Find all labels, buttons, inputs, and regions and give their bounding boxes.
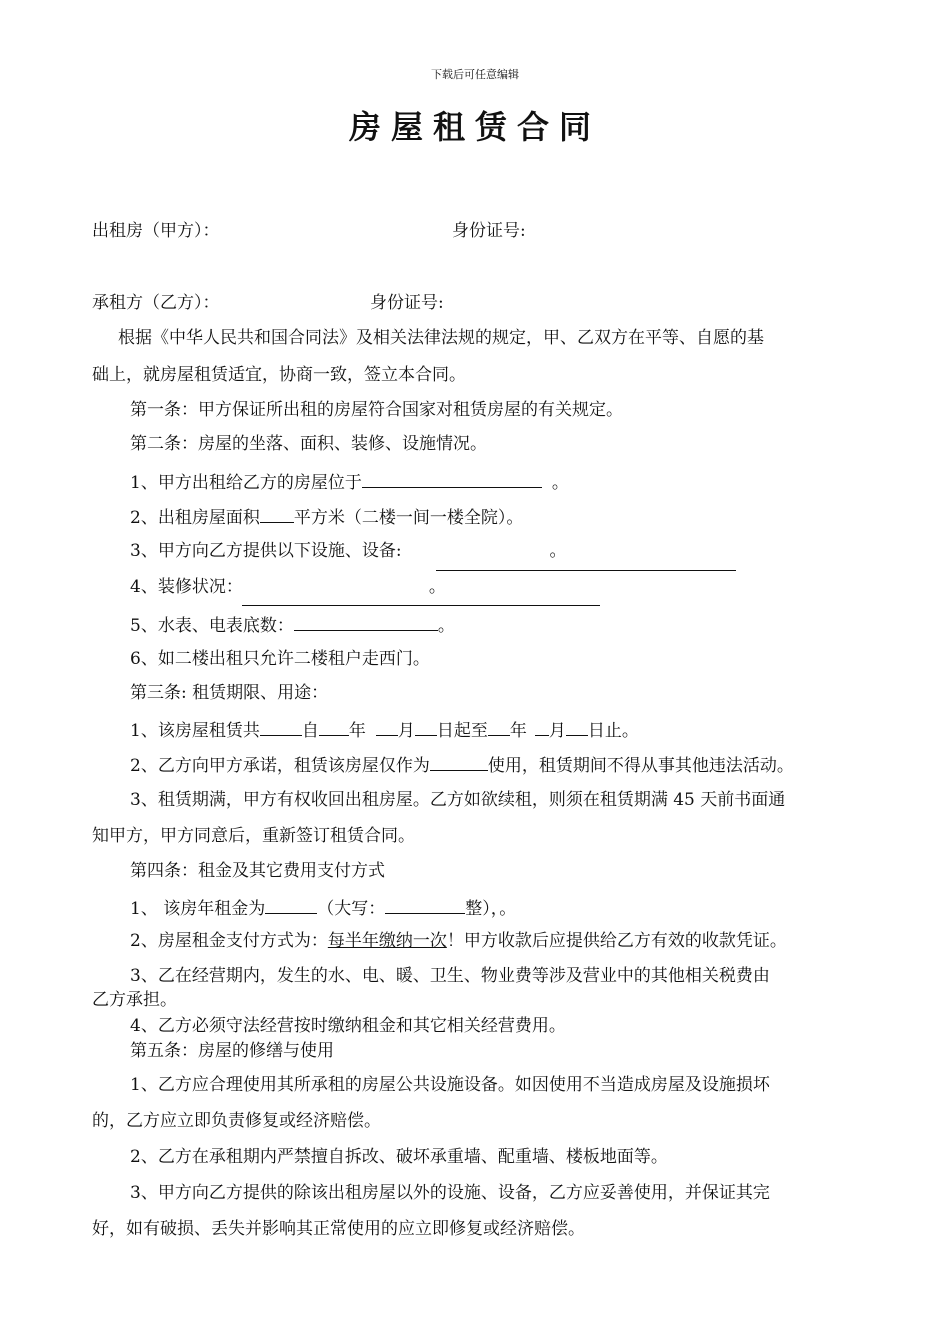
item-end: 平方米（二楼一间一楼全院）。 [293,508,524,528]
start-year-blank [319,717,349,736]
item-text: 2、乙方向甲方承诺，租赁该房屋仅作为 [130,756,430,776]
article-2-item-2 [130,504,523,529]
item-end: 整），。 [465,899,517,919]
from-text: 自 [301,721,319,741]
preamble-line-2: 础上，就房屋租赁适宜，协商一致，签立本合同。 [92,365,466,385]
item-end: 。 [549,541,567,561]
article-2-heading: 第二条：房屋的坐落、面积、装修、设施情况。 [130,434,487,454]
item-text: 1、甲方出租给乙方的房屋位于 [130,473,362,493]
term-text: 1、该房屋租赁共 [130,721,260,741]
item-end: 使用，租赁期间不得从事其他违法活动。 [487,756,794,776]
item-end: 。 [428,577,446,597]
article-4-item-4: 4、乙方必须守法经营按时缴纳租金和其它相关经营费用。 [130,1016,566,1036]
until-text: 日起至 [436,721,488,741]
article-4-item-2 [130,930,787,952]
lessor-label: 出租房（甲方）： [92,221,220,241]
article-3-item-3-line-1: 3、租赁期满，甲方有权收回出租房屋。乙方如欲续租，则须在租赁期满 45 天前书面通 [130,790,786,810]
article-1: 第一条：甲方保证所出租的房屋符合国家对租赁房屋的有关规定。 [130,400,623,420]
start-day-blank [415,717,437,736]
item-end: 。 [551,473,569,493]
article-2-item-6: 6、如二楼出租只允许二楼租户走西门。 [130,649,430,669]
decoration-blank [242,605,600,606]
preamble-line-1: 根据《中华人民共和国合同法》及相关法律法规的规定，甲、乙双方在平等、自愿的基 [118,328,764,348]
item-text: 1、 该房年租金为 [130,899,266,919]
article-4-item-3-line-1: 3、乙在经营期内，发生的水、电、暖、卫生、物业费等涉及营业中的其他相关税费由 [130,966,770,986]
article-4-item-3-line-2: 乙方承担。 [92,990,177,1010]
term-blank [260,717,302,736]
lessor-id-label: 身份证号: [452,221,526,241]
facilities-blank [436,570,736,571]
month-text-2: 月 [548,721,566,741]
article-2-item-1 [130,469,569,494]
item-text: 5、水表、电表底数： [130,616,294,636]
item-text: 2、出租房屋面积 [130,508,260,528]
article-4-heading: 第四条：租金及其它费用支付方式 [130,861,385,881]
article-4-item-1 [130,895,516,920]
start-month-blank [376,717,398,736]
article-3-item-2 [130,752,794,777]
end-year-blank [488,717,510,736]
year-text-2: 年 [509,721,527,741]
lessee-id-label: 身份证号: [370,293,444,313]
item-text: 4、装修状况： [130,577,243,597]
article-3-heading: 第三条: 租赁期限、用途： [130,683,329,703]
article-5-item-1-line-1: 1、乙方应合理使用其所承租的房屋公共设施设备。如因使用不当造成房屋及设施损坏 [130,1075,770,1095]
end-text: 日止。 [587,721,639,741]
article-5-heading: 第五条：房屋的修缮与使用 [130,1041,334,1061]
uppercase-text: （大写： [317,899,386,919]
end-day-blank [566,717,588,736]
lessee-label: 承租方（乙方）： [92,293,220,313]
article-5-item-1-line-2: 的，乙方应立即负责修复或经济赔偿。 [92,1111,381,1131]
article-3-item-1 [130,717,639,742]
item-end: ！甲方收款后应提供给乙方有效的收款凭证。 [446,931,787,951]
year-text: 年 [348,721,366,741]
article-5-item-2: 2、乙方在承租期内严禁擅自拆改、破坏承重墙、配重墙、楼板地面等。 [130,1147,668,1167]
item-end: 。 [437,616,455,636]
contract-title: 房屋租赁合同 [348,108,601,146]
article-5-item-3-line-1: 3、甲方向乙方提供的除该出租房屋以外的设施、设备，乙方应妥善使用，并保证其完 [130,1183,770,1203]
article-5-item-3-line-2: 好，如有破损、丢失并影响其正常使用的应立即修复或经济赔偿。 [92,1219,585,1239]
usage-blank [430,752,488,771]
item-text: 3、甲方向乙方提供以下设施、设备: [130,541,402,561]
rent-blank [265,895,317,914]
area-blank [260,504,294,523]
end-month-blank [535,717,549,736]
article-2-item-3 [130,540,567,562]
meter-blank [294,612,438,631]
rent-uppercase-blank [385,895,465,914]
location-blank [362,469,542,488]
article-3-item-3-line-2: 知甲方，甲方同意后，重新签订租赁合同。 [92,826,415,846]
header-note: 下载后可任意编辑 [431,68,519,81]
article-2-item-4 [130,576,446,598]
article-2-item-5 [130,612,455,637]
month-text: 月 [397,721,415,741]
payment-frequency: 每半年缴纳一次 [327,931,447,951]
item-text: 2、房屋租金支付方式为： [130,931,328,951]
